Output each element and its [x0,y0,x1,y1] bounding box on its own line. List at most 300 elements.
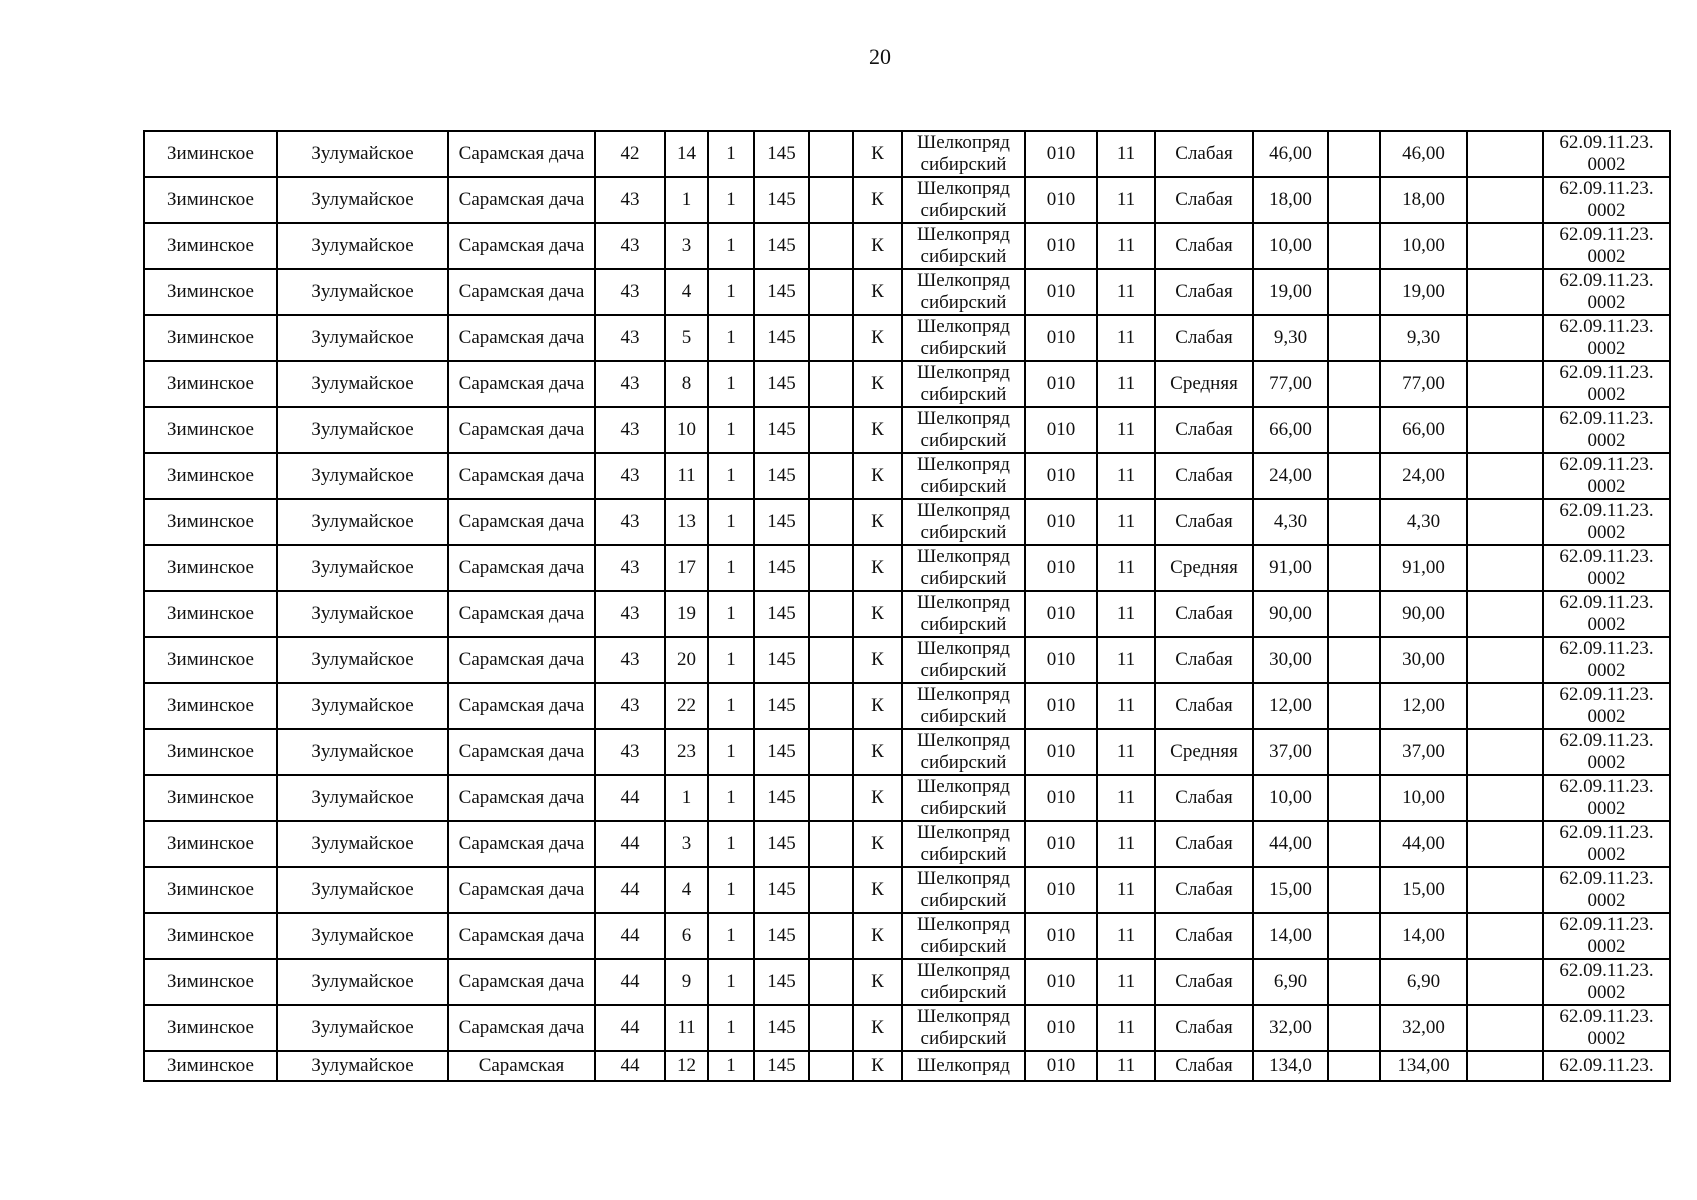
column-cell: 145 [754,131,809,177]
area-cell: 14,00 [1253,913,1328,959]
column-cell [1328,729,1380,775]
dacha-cell: Сарамская дача [448,223,595,269]
column-cell [1467,1051,1543,1081]
kvartal-cell: 43 [595,361,665,407]
species-cell: К [853,637,902,683]
vydel-cell: 12 [665,1051,708,1081]
column-cell [809,177,853,223]
okpd-code-cell: 62.09.11.23. 0002 [1543,729,1670,775]
table-row [144,959,1670,1005]
area-cell: 46,00 [1380,131,1467,177]
dacha-cell: Сарамская дача [448,821,595,867]
kvartal-cell: 43 [595,177,665,223]
column-cell: 145 [754,821,809,867]
damage-degree-cell: Слабая [1155,867,1253,913]
species-cell: К [853,591,902,637]
pest-cell: Шелкопряд сибирский [902,591,1025,637]
vydel-cell: 3 [665,223,708,269]
column-cell [1328,361,1380,407]
column-cell [1467,821,1543,867]
area-cell: 24,00 [1253,453,1328,499]
vydel-cell: 11 [665,453,708,499]
table-row [144,499,1670,545]
code-cell: 010 [1025,177,1097,223]
column-cell [809,729,853,775]
species-cell: К [853,545,902,591]
column-cell: 11 [1097,407,1155,453]
dacha-cell: Сарамская дача [448,775,595,821]
column-cell [1467,545,1543,591]
column-cell [1328,775,1380,821]
forestry-cell: Зулумайское [277,499,448,545]
dacha-cell: Сарамская дача [448,453,595,499]
forestry-cell: Зулумайское [277,913,448,959]
column-cell: 1 [708,591,754,637]
okpd-code-cell: 62.09.11.23. 0002 [1543,1005,1670,1051]
column-cell [1328,1005,1380,1051]
code-cell: 010 [1025,591,1097,637]
area-cell: 19,00 [1253,269,1328,315]
column-cell: 11 [1097,637,1155,683]
okpd-code-cell: 62.09.11.23. 0002 [1543,131,1670,177]
damage-degree-cell: Слабая [1155,637,1253,683]
vydel-cell: 14 [665,131,708,177]
pest-cell: Шелкопряд сибирский [902,131,1025,177]
okpd-code-cell: 62.09.11.23. 0002 [1543,637,1670,683]
dacha-cell: Сарамская дача [448,591,595,637]
table-row [144,177,1670,223]
area-cell: 18,00 [1253,177,1328,223]
area-cell: 32,00 [1380,1005,1467,1051]
column-cell: 145 [754,269,809,315]
column-cell [1328,821,1380,867]
area-cell: 90,00 [1380,591,1467,637]
column-cell [1328,683,1380,729]
column-cell: 145 [754,637,809,683]
area-cell: 30,00 [1253,637,1328,683]
column-cell [1328,1051,1380,1081]
column-cell: 11 [1097,959,1155,1005]
table-row [144,407,1670,453]
column-cell [809,453,853,499]
species-cell: К [853,959,902,1005]
dacha-cell: Сарамская дача [448,637,595,683]
area-cell: 10,00 [1380,775,1467,821]
district-cell: Зиминское [144,223,277,269]
column-cell [1328,913,1380,959]
dacha-cell: Сарамская дача [448,729,595,775]
column-cell [1467,361,1543,407]
kvartal-cell: 44 [595,775,665,821]
dacha-cell: Сарамская дача [448,407,595,453]
area-cell: 77,00 [1253,361,1328,407]
column-cell: 145 [754,315,809,361]
damage-degree-cell: Слабая [1155,683,1253,729]
column-cell: 1 [708,545,754,591]
column-cell [809,223,853,269]
column-cell [1467,637,1543,683]
pest-cell: Шелкопряд сибирский [902,1005,1025,1051]
dacha-cell: Сарамская [448,1051,595,1081]
column-cell: 11 [1097,775,1155,821]
code-cell: 010 [1025,683,1097,729]
pest-cell: Шелкопряд сибирский [902,637,1025,683]
dacha-cell: Сарамская дача [448,177,595,223]
vydel-cell: 1 [665,775,708,821]
forestry-cell: Зулумайское [277,223,448,269]
column-cell: 1 [708,729,754,775]
table-row [144,591,1670,637]
table-row [144,913,1670,959]
column-cell: 1 [708,499,754,545]
column-cell [1467,683,1543,729]
species-cell: К [853,913,902,959]
district-cell: Зиминское [144,545,277,591]
column-cell [1467,177,1543,223]
table-row [144,637,1670,683]
table-row [144,1051,1670,1081]
column-cell: 145 [754,361,809,407]
area-cell: 30,00 [1380,637,1467,683]
area-cell: 44,00 [1253,821,1328,867]
column-cell: 11 [1097,1005,1155,1051]
forestry-cell: Зулумайское [277,407,448,453]
species-cell: К [853,315,902,361]
pest-cell: Шелкопряд сибирский [902,683,1025,729]
area-cell: 66,00 [1380,407,1467,453]
vydel-cell: 22 [665,683,708,729]
table-row [144,1005,1670,1051]
column-cell [1328,591,1380,637]
column-cell: 11 [1097,177,1155,223]
code-cell: 010 [1025,729,1097,775]
kvartal-cell: 43 [595,453,665,499]
forestry-cell: Зулумайское [277,453,448,499]
species-cell: К [853,407,902,453]
column-cell [1328,637,1380,683]
damage-degree-cell: Средняя [1155,545,1253,591]
dacha-cell: Сарамская дача [448,867,595,913]
column-cell [1328,545,1380,591]
column-cell: 145 [754,545,809,591]
kvartal-cell: 44 [595,913,665,959]
column-cell [1467,729,1543,775]
pest-cell: Шелкопряд сибирский [902,821,1025,867]
code-cell: 010 [1025,499,1097,545]
forestry-cell: Зулумайское [277,775,448,821]
district-cell: Зиминское [144,591,277,637]
area-cell: 10,00 [1253,223,1328,269]
code-cell: 010 [1025,269,1097,315]
species-cell: К [853,775,902,821]
district-cell: Зиминское [144,637,277,683]
column-cell: 1 [708,959,754,1005]
area-cell: 19,00 [1380,269,1467,315]
table-row [144,361,1670,407]
column-cell: 1 [708,683,754,729]
column-cell [809,315,853,361]
column-cell [809,361,853,407]
pest-cell: Шелкопряд сибирский [902,269,1025,315]
okpd-code-cell: 62.09.11.23. 0002 [1543,683,1670,729]
okpd-code-cell: 62.09.11.23. 0002 [1543,223,1670,269]
vydel-cell: 11 [665,1005,708,1051]
district-cell: Зиминское [144,729,277,775]
okpd-code-cell: 62.09.11.23. 0002 [1543,315,1670,361]
damage-degree-cell: Слабая [1155,913,1253,959]
column-cell [1328,453,1380,499]
vydel-cell: 1 [665,177,708,223]
okpd-code-cell: 62.09.11.23. [1543,1051,1670,1081]
kvartal-cell: 43 [595,683,665,729]
forest-data-table [143,130,1671,1082]
dacha-cell: Сарамская дача [448,131,595,177]
column-cell: 11 [1097,683,1155,729]
column-cell [1328,407,1380,453]
column-cell [809,959,853,1005]
pest-cell: Шелкопряд сибирский [902,775,1025,821]
column-cell: 1 [708,821,754,867]
okpd-code-cell: 62.09.11.23. 0002 [1543,545,1670,591]
column-cell: 1 [708,223,754,269]
area-cell: 15,00 [1380,867,1467,913]
column-cell: 1 [708,1051,754,1081]
code-cell: 010 [1025,131,1097,177]
district-cell: Зиминское [144,177,277,223]
table-row [144,545,1670,591]
forestry-cell: Зулумайское [277,637,448,683]
dacha-cell: Сарамская дача [448,361,595,407]
code-cell: 010 [1025,453,1097,499]
area-cell: 6,90 [1253,959,1328,1005]
vydel-cell: 4 [665,867,708,913]
table-body [144,131,1670,1081]
district-cell: Зиминское [144,453,277,499]
column-cell: 1 [708,315,754,361]
damage-degree-cell: Средняя [1155,729,1253,775]
pest-cell: Шелкопряд сибирский [902,453,1025,499]
damage-degree-cell: Средняя [1155,361,1253,407]
district-cell: Зиминское [144,315,277,361]
pest-cell: Шелкопряд сибирский [902,545,1025,591]
species-cell: К [853,131,902,177]
area-cell: 14,00 [1380,913,1467,959]
column-cell [809,499,853,545]
damage-degree-cell: Слабая [1155,775,1253,821]
column-cell [1467,315,1543,361]
table-row [144,683,1670,729]
damage-degree-cell: Слабая [1155,1051,1253,1081]
pest-cell: Шелкопряд сибирский [902,407,1025,453]
column-cell [809,821,853,867]
species-cell: К [853,729,902,775]
damage-degree-cell: Слабая [1155,499,1253,545]
column-cell [809,913,853,959]
vydel-cell: 13 [665,499,708,545]
column-cell: 1 [708,177,754,223]
damage-degree-cell: Слабая [1155,269,1253,315]
area-cell: 6,90 [1380,959,1467,1005]
table-row [144,821,1670,867]
table-row [144,867,1670,913]
column-cell [1467,959,1543,1005]
vydel-cell: 4 [665,269,708,315]
column-cell [1328,223,1380,269]
forestry-cell: Зулумайское [277,545,448,591]
code-cell: 010 [1025,821,1097,867]
column-cell: 145 [754,407,809,453]
dacha-cell: Сарамская дача [448,913,595,959]
damage-degree-cell: Слабая [1155,959,1253,1005]
column-cell [809,407,853,453]
okpd-code-cell: 62.09.11.23. 0002 [1543,959,1670,1005]
kvartal-cell: 43 [595,499,665,545]
kvartal-cell: 44 [595,867,665,913]
column-cell: 145 [754,453,809,499]
vydel-cell: 5 [665,315,708,361]
column-cell [809,775,853,821]
kvartal-cell: 43 [595,223,665,269]
area-cell: 91,00 [1253,545,1328,591]
area-cell: 134,00 [1380,1051,1467,1081]
code-cell: 010 [1025,407,1097,453]
species-cell: К [853,223,902,269]
column-cell: 1 [708,1005,754,1051]
area-cell: 4,30 [1380,499,1467,545]
okpd-code-cell: 62.09.11.23. 0002 [1543,867,1670,913]
species-cell: К [853,177,902,223]
dacha-cell: Сарамская дача [448,269,595,315]
species-cell: К [853,683,902,729]
okpd-code-cell: 62.09.11.23. 0002 [1543,821,1670,867]
column-cell [809,269,853,315]
area-cell: 134,0 [1253,1051,1328,1081]
column-cell: 145 [754,591,809,637]
table-row [144,269,1670,315]
table-row [144,131,1670,177]
kvartal-cell: 44 [595,821,665,867]
vydel-cell: 9 [665,959,708,1005]
pest-cell: Шелкопряд сибирский [902,315,1025,361]
column-cell [1467,591,1543,637]
column-cell [1467,499,1543,545]
column-cell [809,683,853,729]
district-cell: Зиминское [144,683,277,729]
okpd-code-cell: 62.09.11.23. 0002 [1543,177,1670,223]
column-cell [1467,453,1543,499]
column-cell: 1 [708,775,754,821]
table-row [144,453,1670,499]
damage-degree-cell: Слабая [1155,315,1253,361]
dacha-cell: Сарамская дача [448,1005,595,1051]
column-cell: 11 [1097,131,1155,177]
column-cell [1328,177,1380,223]
column-cell: 11 [1097,453,1155,499]
column-cell: 1 [708,407,754,453]
column-cell: 145 [754,1005,809,1051]
column-cell: 145 [754,683,809,729]
page-number: 20 [869,44,891,69]
column-cell: 145 [754,223,809,269]
forestry-cell: Зулумайское [277,1051,448,1081]
column-cell [809,131,853,177]
column-cell: 145 [754,729,809,775]
okpd-code-cell: 62.09.11.23. 0002 [1543,499,1670,545]
area-cell: 37,00 [1380,729,1467,775]
column-cell: 145 [754,1051,809,1081]
district-cell: Зиминское [144,269,277,315]
damage-degree-cell: Слабая [1155,591,1253,637]
dacha-cell: Сарамская дача [448,545,595,591]
okpd-code-cell: 62.09.11.23. 0002 [1543,775,1670,821]
kvartal-cell: 42 [595,131,665,177]
district-cell: Зиминское [144,821,277,867]
column-cell: 11 [1097,499,1155,545]
column-cell: 1 [708,269,754,315]
area-cell: 12,00 [1380,683,1467,729]
code-cell: 010 [1025,959,1097,1005]
area-cell: 32,00 [1253,1005,1328,1051]
pest-cell: Шелкопряд сибирский [902,361,1025,407]
code-cell: 010 [1025,1005,1097,1051]
column-cell: 145 [754,959,809,1005]
forestry-cell: Зулумайское [277,131,448,177]
vydel-cell: 10 [665,407,708,453]
column-cell [1328,499,1380,545]
species-cell: К [853,1051,902,1081]
dacha-cell: Сарамская дача [448,499,595,545]
damage-degree-cell: Слабая [1155,453,1253,499]
kvartal-cell: 43 [595,591,665,637]
kvartal-cell: 43 [595,545,665,591]
column-cell [1467,223,1543,269]
dacha-cell: Сарамская дача [448,683,595,729]
area-cell: 9,30 [1380,315,1467,361]
area-cell: 10,00 [1380,223,1467,269]
forestry-cell: Зулумайское [277,867,448,913]
district-cell: Зиминское [144,959,277,1005]
forestry-cell: Зулумайское [277,1005,448,1051]
vydel-cell: 19 [665,591,708,637]
column-cell [1467,269,1543,315]
column-cell [1328,131,1380,177]
species-cell: К [853,499,902,545]
forestry-cell: Зулумайское [277,729,448,775]
column-cell: 145 [754,867,809,913]
pest-cell: Шелкопряд сибирский [902,959,1025,1005]
column-cell [1467,407,1543,453]
code-cell: 010 [1025,775,1097,821]
forestry-cell: Зулумайское [277,269,448,315]
column-cell: 11 [1097,1051,1155,1081]
area-cell: 24,00 [1380,453,1467,499]
district-cell: Зиминское [144,867,277,913]
species-cell: К [853,1005,902,1051]
kvartal-cell: 43 [595,269,665,315]
kvartal-cell: 44 [595,959,665,1005]
pest-cell: Шелкопряд сибирский [902,223,1025,269]
area-cell: 18,00 [1380,177,1467,223]
column-cell: 1 [708,637,754,683]
district-cell: Зиминское [144,1005,277,1051]
column-cell [1328,959,1380,1005]
column-cell: 11 [1097,315,1155,361]
forestry-cell: Зулумайское [277,315,448,361]
okpd-code-cell: 62.09.11.23. 0002 [1543,361,1670,407]
column-cell [809,591,853,637]
column-cell: 1 [708,131,754,177]
district-cell: Зиминское [144,131,277,177]
